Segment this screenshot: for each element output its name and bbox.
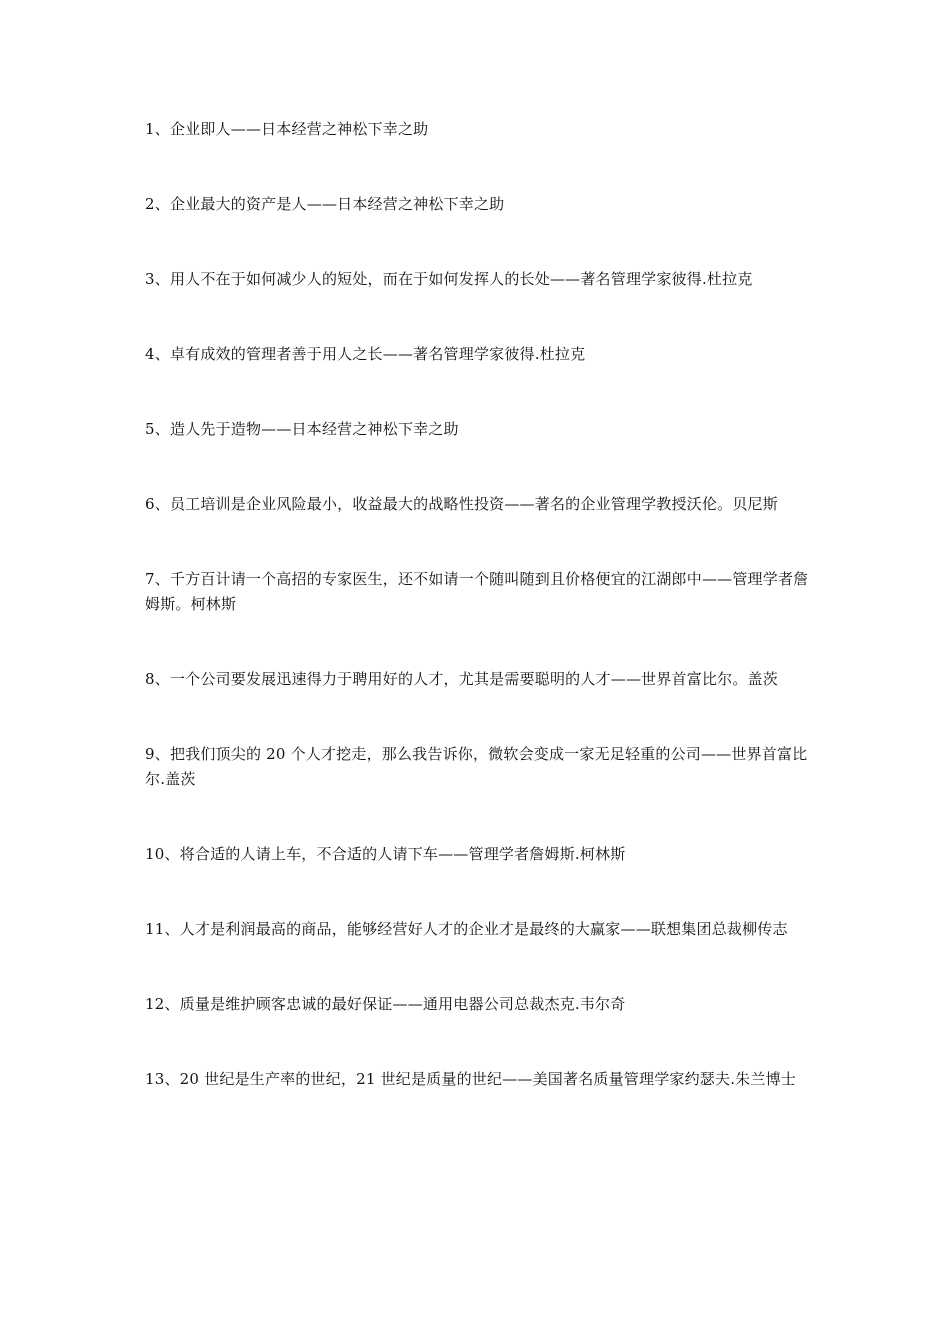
quote-item: 12、质量是维护顾客忠诚的最好保证——通用电器公司总裁杰克.韦尔奇 [145, 995, 626, 1013]
quote-list [145, 117, 810, 1092]
quote-item: 11、人才是利润最高的商品，能够经营好人才的企业才是最终的大赢家——联想集团总裁柳传志 [145, 920, 788, 938]
quote-item: 8、一个公司要发展迅速得力于聘用好的人才，尤其是需要聪明的人才——世界首富比尔。盖茨 [145, 670, 778, 688]
quote-item: 3、用人不在于如何减少人的短处，而在于如何发挥人的长处——著名管理学家彼得.杜拉克 [145, 270, 753, 288]
quote-item: 7、千方百计请一个高招的专家医生，还不如请一个随叫随到且价格便宜的江湖郎中——管理学者詹姆斯。柯林斯 [145, 570, 809, 613]
quote-item: 5、造人先于造物——日本经营之神松下幸之助 [145, 420, 459, 438]
quote-item: 6、员工培训是企业风险最小，收益最大的战略性投资——著名的企业管理学教授沃伦。贝尼斯 [145, 495, 778, 513]
quote-item: 2、企业最大的资产是人——日本经营之神松下幸之助 [145, 195, 505, 213]
quote-item: 4、卓有成效的管理者善于用人之长——著名管理学家彼得.杜拉克 [145, 345, 586, 363]
quote-item: 13、20 世纪是生产率的世纪，21 世纪是质量的世纪——美国著名质量管理学家约瑟夫.朱兰博士 [145, 1070, 796, 1088]
quote-item: 10、将合适的人请上车，不合适的人请下车——管理学者詹姆斯.柯林斯 [145, 845, 626, 863]
quote-item: 9、把我们顶尖的 20 个人才挖走，那么我告诉你，微软会变成一家无足轻重的公司——世界首富比尔.盖茨 [145, 745, 808, 788]
quote-item: 1、企业即人——日本经营之神松下幸之助 [145, 120, 429, 138]
